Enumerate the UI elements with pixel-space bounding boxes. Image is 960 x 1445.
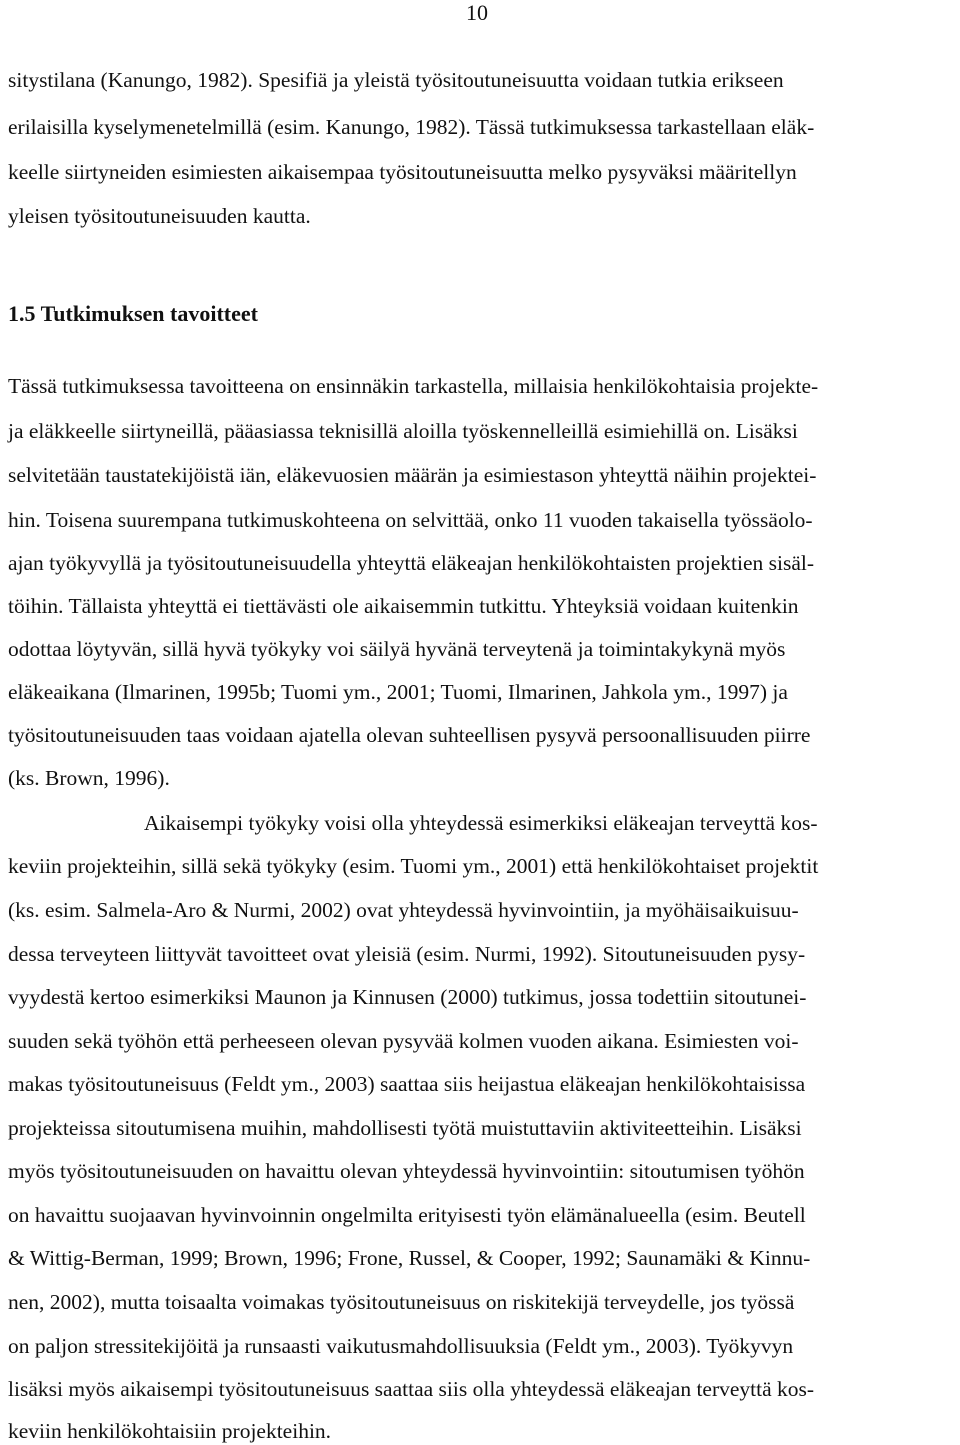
text-line: ja eläkkeelle siirtyneillä, pääasiassa teknisillä aloilla työskennelleillä esimiehillä on. Lisäksi xyxy=(8,419,798,443)
text-line: vyydestä kertoo esimerkiksi Maunon ja Kinnusen (2000) tutkimus, jossa todettiin sitoutunei- xyxy=(8,985,807,1009)
text-line: Tässä tutkimuksessa tavoitteena on ensinnäkin tarkastella, millaisia henkilökohtaisia projekte- xyxy=(8,374,819,398)
text-line: (ks. Brown, 1996). xyxy=(8,766,170,790)
text-line: yleisen työsitoutuneisuuden kautta. xyxy=(8,204,311,228)
text-line: selvitetään taustatekijöistä iän, eläkevuosien määrän ja esimiestason yhteyttä näihin projektei- xyxy=(8,463,817,487)
text-line: keviin henkilökohtaisiin projekteihin. xyxy=(8,1419,332,1443)
text-line: sitystilana (Kanungo, 1982). Spesifiä ja yleistä työsitoutuneisuutta voidaan tutkia erikseen xyxy=(8,68,784,92)
text-line: keelle siirtyneiden esimiesten aikaisempaa työsitoutuneisuutta melko pysyväksi määritellyn xyxy=(8,160,797,184)
text-line: erilaisilla kyselymenetelmillä (esim. Kanungo, 1982). Tässä tutkimuksessa tarkastellaan eläk- xyxy=(8,115,815,139)
page-number: 10 xyxy=(466,0,488,25)
text-line: on havaittu suojaavan hyvinvoinnin ongelmilta erityisesti työn elämänalueella (esim. Beutell xyxy=(8,1203,806,1227)
text-line: työsitoutuneisuuden taas voidaan ajatella olevan suhteellisen pysyvä persoonallisuuden piirre xyxy=(8,723,811,747)
text-line: töihin. Tällaista yhteyttä ei tiettävästi ole aikaisemmin tutkittu. Yhteyksiä voidaan kuitenkin xyxy=(8,594,799,618)
text-line: myös työsitoutuneisuuden on havaittu olevan yhteydessä hyvinvointiin: sitoutumisen työhön xyxy=(8,1159,805,1183)
text-line: eläkeaikana (Ilmarinen, 1995b; Tuomi ym., 2001; Tuomi, Ilmarinen, Jahkola ym., 1997) ja xyxy=(8,680,788,704)
text-line: (ks. esim. Salmela-Aro & Nurmi, 2002) ovat yhteydessä hyvinvointiin, ja myöhäisaikuisuu- xyxy=(8,898,799,922)
text-line: suuden sekä työhön että perheeseen olevan pysyvää kolmen vuoden aikana. Esimiesten voi- xyxy=(8,1029,799,1053)
text-line: dessa terveyteen liittyvät tavoitteet ovat yleisiä (esim. Nurmi, 1992). Sitoutuneisuuden pysy- xyxy=(8,942,806,966)
text-line: ajan työkyvyllä ja työsitoutuneisuudella yhteyttä eläkeajan henkilökohtaisten projektien sisäl- xyxy=(8,551,815,575)
text-line: Aikaisempi työkyky voisi olla yhteydessä esimerkiksi eläkeajan terveyttä kos- xyxy=(144,811,818,835)
text-line: projekteissa sitoutumisena muihin, mahdollisesti työtä muistuttaviin aktiviteetteihin. Lisäksi xyxy=(8,1116,802,1140)
text-line: makas työsitoutuneisuus (Feldt ym., 2003) saattaa siis heijastua eläkeajan henkilökohtaisissa xyxy=(8,1072,806,1096)
text-line: nen, 2002), mutta toisaalta voimakas työsitoutuneisuus on riskitekijä terveydelle, jos työssä xyxy=(8,1290,795,1314)
text-line: odottaa löytyvän, sillä hyvä työkyky voi säilyä hyvänä terveytenä ja toimintakykynä myös xyxy=(8,637,786,661)
text-line: hin. Toisena suurempana tutkimuskohteena on selvittää, onko 11 vuoden takaisella työssäolo- xyxy=(8,508,813,532)
text-line: keviin projekteihin, sillä sekä työkyky (esim. Tuomi ym., 2001) että henkilökohtaiset projektit xyxy=(8,854,819,878)
section-heading: 1.5 Tutkimuksen tavoitteet xyxy=(8,301,258,326)
text-line: on paljon stressitekijöitä ja runsaasti vaikutusmahdollisuuksia (Feldt ym., 2003). Työkyvyn xyxy=(8,1334,794,1358)
text-line: & Wittig-Berman, 1999; Brown, 1996; Frone, Russel, & Cooper, 1992; Saunamäki & Kinnu- xyxy=(8,1246,811,1270)
text-line: lisäksi myös aikaisempi työsitoutuneisuus saattaa siis olla yhteydessä eläkeajan terveyttä kos- xyxy=(8,1377,815,1401)
